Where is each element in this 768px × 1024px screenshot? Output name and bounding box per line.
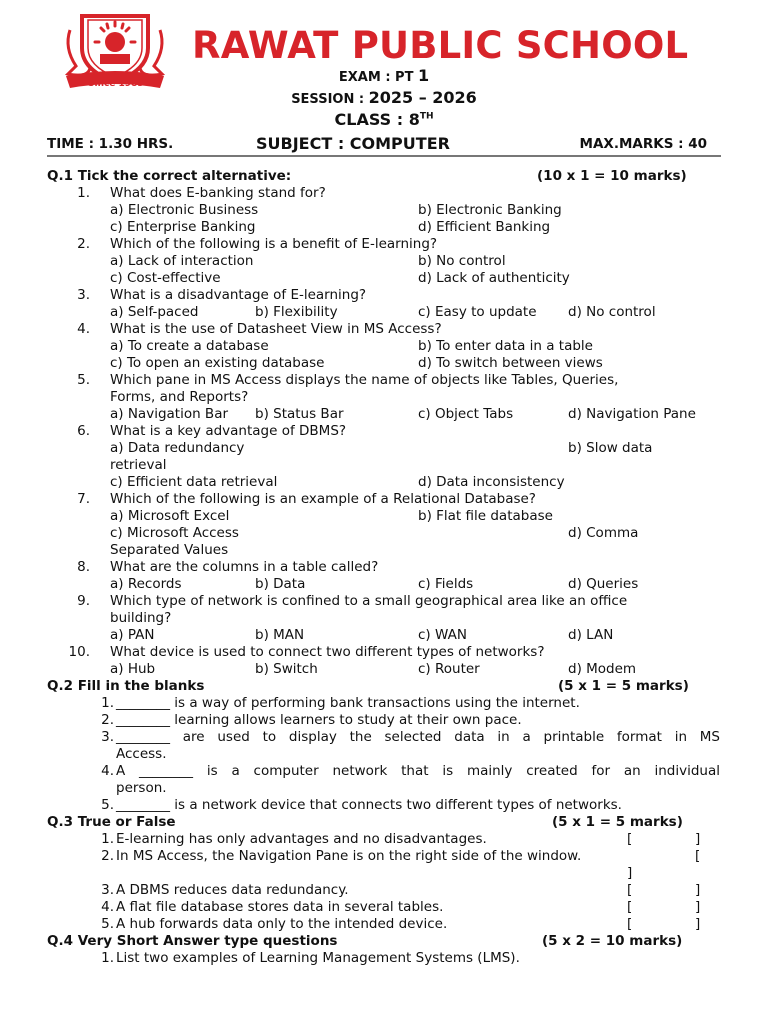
option-c: c) Easy to update xyxy=(418,304,537,320)
question-row xyxy=(0,287,768,304)
question-row xyxy=(0,236,768,253)
item-text: A DBMS reduces data redundancy. xyxy=(116,882,349,898)
question-text-continued: building? xyxy=(110,610,172,626)
class-line xyxy=(0,110,768,129)
item-text: List two examples of Learning Management Systems (LMS). xyxy=(116,950,520,966)
option-b: b) Flat file database xyxy=(418,508,553,524)
option-c: c) Enterprise Banking xyxy=(110,219,256,235)
option-row xyxy=(0,355,768,372)
q4-marks: (5 x 2 = 10 marks) xyxy=(542,933,683,949)
question-row-continued xyxy=(0,389,768,406)
item-text-continued: Access. xyxy=(116,746,167,762)
list-item xyxy=(0,831,768,848)
section-heading xyxy=(0,678,768,695)
answer-bracket-close[interactable]: ] xyxy=(695,899,701,915)
answer-bracket-open[interactable]: [ xyxy=(627,882,633,898)
answer-bracket-close[interactable]: ] xyxy=(695,831,701,847)
option-row xyxy=(0,661,768,678)
header-divider xyxy=(47,155,721,157)
answer-bracket-open[interactable]: [ xyxy=(627,831,633,847)
list-item xyxy=(0,950,768,967)
answer-bracket-close[interactable]: ] xyxy=(695,916,701,932)
option-b: b) Electronic Banking xyxy=(418,202,562,218)
question-number: 8. xyxy=(77,559,90,575)
item-number: 3. xyxy=(101,882,114,898)
q1-title: Q.1 Tick the correct alternative: xyxy=(47,168,292,184)
option-d: d) LAN xyxy=(568,627,614,643)
exam-line xyxy=(0,66,768,85)
question-number: 6. xyxy=(77,423,90,439)
question-row xyxy=(0,372,768,389)
q3-title: Q.3 True or False xyxy=(47,814,176,830)
option-row xyxy=(0,576,768,593)
item-number: 2. xyxy=(101,712,114,728)
answer-bracket-close[interactable]: ] xyxy=(695,882,701,898)
question-text: What is a disadvantage of E-learning? xyxy=(110,287,367,303)
option-row xyxy=(0,525,768,542)
item-text: A ________ is a computer network that is mainly created for an individual xyxy=(116,763,720,779)
option-row-continued xyxy=(0,457,768,474)
option-a: a) Microsoft Excel xyxy=(110,508,230,524)
option-a: a) Data redundancy xyxy=(110,440,245,456)
option-c: c) Cost-effective xyxy=(110,270,221,286)
question-text: What does E-banking stand for? xyxy=(110,185,326,201)
list-item xyxy=(0,695,768,712)
section-heading xyxy=(0,168,768,185)
option-c: c) Object Tabs xyxy=(418,406,514,422)
item-number: 1. xyxy=(101,831,114,847)
question-number: 7. xyxy=(77,491,90,507)
session-value: 2025 – 2026 xyxy=(368,88,477,107)
question-text: What are the columns in a table called? xyxy=(110,559,379,575)
answer-bracket-close[interactable]: ] xyxy=(627,865,633,881)
option-d: d) Lack of authenticity xyxy=(418,270,570,286)
answer-bracket-open[interactable]: [ xyxy=(627,899,633,915)
list-item xyxy=(0,882,768,899)
section-heading xyxy=(0,814,768,831)
question-row xyxy=(0,491,768,508)
question-row xyxy=(0,321,768,338)
list-item xyxy=(0,916,768,933)
option-d: d) To switch between views xyxy=(418,355,603,371)
option-c: c) To open an existing database xyxy=(110,355,325,371)
list-item xyxy=(0,763,768,780)
q3-marks: (5 x 1 = 5 marks) xyxy=(552,814,683,830)
option-b: b) Status Bar xyxy=(255,406,344,422)
option-b-continued: retrieval xyxy=(110,457,167,473)
exam-meta-row xyxy=(47,134,721,156)
question-number: 4. xyxy=(77,321,90,337)
item-number: 4. xyxy=(101,899,114,915)
option-row xyxy=(0,304,768,321)
question-text: Which type of network is confined to a small geographical area like an office xyxy=(110,593,628,609)
session-label: SESSION : xyxy=(291,92,365,107)
option-a: a) To create a database xyxy=(110,338,269,354)
q4-title: Q.4 Very Short Answer type questions xyxy=(47,933,338,949)
q2-marks: (5 x 1 = 5 marks) xyxy=(558,678,689,694)
option-a: a) Navigation Bar xyxy=(110,406,229,422)
list-item xyxy=(0,848,768,865)
option-row xyxy=(0,219,768,236)
question-number: 9. xyxy=(77,593,90,609)
option-c: c) Efficient data retrieval xyxy=(110,474,278,490)
option-d: d) Queries xyxy=(568,576,639,592)
option-d-continued: Separated Values xyxy=(110,542,229,558)
list-item-continued xyxy=(0,746,768,763)
question-text-continued: Forms, and Reports? xyxy=(110,389,249,405)
option-b: b) Switch xyxy=(255,661,318,677)
option-d: d) Modem xyxy=(568,661,637,677)
q1-marks: (10 x 1 = 10 marks) xyxy=(537,168,687,184)
option-d: d) No control xyxy=(568,304,656,320)
option-b: b) No control xyxy=(418,253,506,269)
question-row xyxy=(0,423,768,440)
option-a: a) PAN xyxy=(110,627,155,643)
item-number: 5. xyxy=(101,797,114,813)
option-b: b) Flexibility xyxy=(255,304,338,320)
option-d: d) Comma xyxy=(568,525,639,541)
item-text-continued: person. xyxy=(116,780,167,796)
session-line xyxy=(0,88,768,107)
max-marks-label: MAX.MARKS : 40 xyxy=(579,136,707,152)
option-b: b) MAN xyxy=(255,627,305,643)
list-item xyxy=(0,899,768,916)
list-item xyxy=(0,797,768,814)
question-row-continued xyxy=(0,610,768,627)
item-number: 4. xyxy=(101,763,114,779)
option-d: d) Efficient Banking xyxy=(418,219,551,235)
option-row xyxy=(0,508,768,525)
option-row xyxy=(0,253,768,270)
option-a: a) Hub xyxy=(110,661,156,677)
class-label: CLASS : 8 xyxy=(334,110,420,129)
question-text: What device is used to connect two different types of networks? xyxy=(110,644,545,660)
option-d: d) Data inconsistency xyxy=(418,474,565,490)
question-row xyxy=(0,644,768,661)
option-b: b) To enter data in a table xyxy=(418,338,593,354)
question-row xyxy=(0,559,768,576)
option-row xyxy=(0,627,768,644)
option-a: a) Electronic Business xyxy=(110,202,259,218)
question-text: Which of the following is a benefit of E-learning? xyxy=(110,236,438,252)
exam-label: EXAM : PT xyxy=(338,70,414,85)
option-row xyxy=(0,338,768,355)
item-text: ________ are used to display the selected data in a printable format in MS xyxy=(116,729,720,745)
item-text: ________ is a network device that connects two different types of networks. xyxy=(116,797,622,813)
item-number: 2. xyxy=(101,848,114,864)
class-sup: TH xyxy=(419,111,434,122)
option-d: d) Navigation Pane xyxy=(568,406,696,422)
exam-value: 1 xyxy=(417,66,430,85)
question-number: 5. xyxy=(77,372,90,388)
option-a: a) Self-paced xyxy=(110,304,199,320)
option-row xyxy=(0,474,768,491)
answer-bracket-open[interactable]: [ xyxy=(695,848,701,864)
option-b: b) Slow data xyxy=(568,440,653,456)
school-name: RAWAT PUBLIC SCHOOL xyxy=(192,24,689,67)
option-c: c) WAN xyxy=(418,627,467,643)
question-number: 1. xyxy=(77,185,90,201)
list-item xyxy=(0,729,768,746)
question-text: Which pane in MS Access displays the name of objects like Tables, Queries, xyxy=(110,372,619,388)
option-c: c) Microsoft Access xyxy=(110,525,239,541)
option-a: a) Lack of interaction xyxy=(110,253,254,269)
item-number: 1. xyxy=(101,950,114,966)
item-number: 1. xyxy=(101,695,114,711)
item-text: ________ learning allows learners to study at their own pace. xyxy=(116,712,522,728)
question-text: What is a key advantage of DBMS? xyxy=(110,423,347,439)
option-b: b) Data xyxy=(255,576,306,592)
question-row xyxy=(0,185,768,202)
option-row xyxy=(0,406,768,423)
question-body xyxy=(0,168,768,967)
section-heading xyxy=(0,933,768,950)
item-number: 3. xyxy=(101,729,114,745)
option-c: c) Router xyxy=(418,661,480,677)
question-number: 2. xyxy=(77,236,90,252)
question-text: Which of the following is an example of a Relational Database? xyxy=(110,491,536,507)
item-text: A hub forwards data only to the intended device. xyxy=(116,916,448,932)
item-number: 5. xyxy=(101,916,114,932)
list-item-continued xyxy=(0,780,768,797)
logo-since-text: Since 1983 xyxy=(88,79,144,89)
option-row-continued xyxy=(0,542,768,559)
question-row xyxy=(0,593,768,610)
question-number: 3. xyxy=(77,287,90,303)
option-row xyxy=(0,270,768,287)
q2-title: Q.2 Fill in the blanks xyxy=(47,678,205,694)
answer-bracket-open[interactable]: [ xyxy=(627,916,633,932)
option-a: a) Records xyxy=(110,576,182,592)
item-text: In MS Access, the Navigation Pane is on the right side of the window. xyxy=(116,848,582,864)
question-number: 10. xyxy=(68,644,90,660)
question-text: What is the use of Datasheet View in MS Access? xyxy=(110,321,442,337)
option-row xyxy=(0,202,768,219)
list-item-continued xyxy=(0,865,768,882)
subject-label: SUBJECT : COMPUTER xyxy=(256,134,450,153)
list-item xyxy=(0,712,768,729)
item-text: A flat file database stores data in several tables. xyxy=(116,899,444,915)
item-text: ________ is a way of performing bank transactions using the internet. xyxy=(116,695,580,711)
option-row xyxy=(0,440,768,457)
option-c: c) Fields xyxy=(418,576,474,592)
time-label: TIME : 1.30 HRS. xyxy=(47,136,174,152)
item-text: E-learning has only advantages and no disadvantages. xyxy=(116,831,487,847)
